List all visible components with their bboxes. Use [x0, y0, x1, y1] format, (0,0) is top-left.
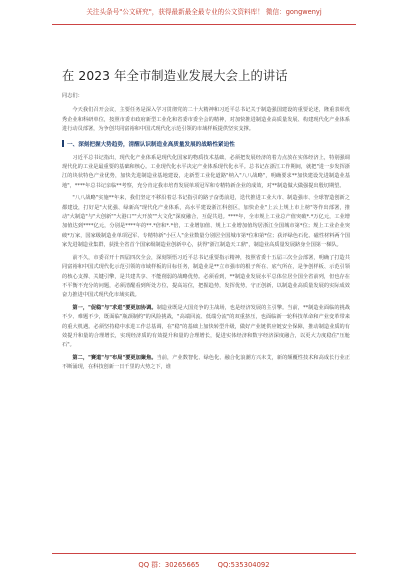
qq-group: QQ 群：30265665 [138, 561, 200, 569]
point-paragraph [62, 304, 350, 351]
document-body [62, 92, 350, 373]
paragraph: "八八战略"实施**年来，我们坚定不移沿着总书记指引的路子奋勇前进，迭代推进工业大市、制造强市、全球智造创新之都建设，打好是"大优强、绿新高"现代化产业体系，高水平建设浙江科创区，加快企业"上云上规上市上榜"等作出部署，推动"大制造"与"大创新""大港口""大开放""大文化"深度融合，互促共进。****年，全市规上工业总产值突破*.*万亿元，工业增加值达到****亿元，分别是****年的**.*倍和*.*倍，工业增加值、规上工业增加值均居浙江全国城市第*位；规上工业企业突破*万家，国家级制造业单项冠军、专精特新"小巨人"企业数量分别居全国城市第*位和第*位；获评绿色石化、磁性材料两个国家先进制造业集群，获批全省首个国家级制造业创新中心，获得"浙江制造天工鼎"，制造业高质量发展跻身全国第一梯队。 [62, 195, 350, 249]
paragraph: 前不久，市委召开十四届四次全会，深刻领悟习近平总书记重要指示精神，按照省委十五届三次全会部署，明确了打造共同富裕和中国式现代化示范引领的市域样板的目标任务，制造业是**立市强市的根子所在、底气所在，是争创样板、示范引领的核心支撑、关键引擎，是共建共享、不能削弱的战略优势。必须看到，**制造业发展水平总体位居全国全省前列，但也存在不平衡不充分的问题，必须清醒看到所处方位，提高站位，把握趋势，发挥优势，守正创新，以制造业高质量发展的实际成效奋力推进中国式现代化市域实践。 [62, 254, 350, 299]
paragraph: 习近平总书记指出，现代化产业体系是现代化国家的物质技术基础，必须把发展经济的着力点放在实体经济上，特别强调现代化的工业是最重要的基础和核心。工业现代化水平决定产业体系现代化水平。总书记在浙江工作期间，就把"进一步发挥浙江的块状特色产业优势，加快先进制造业基地建设，走新型工业化道路"纳入"八八战略"，明确要求**加快建设先进制造业基地"，****年总书记亲临**考察，充分肯定我市培育发展单项冠军和专精特新企业的成效，对**制造做大做强提出殷切期望。 [62, 154, 350, 189]
point-text: 当前，产业数智化、绿色化、融合化浪潮方兴未艾，新的颠覆性技术和高成长行业正不断涌现，在科技创新一日千里的大势之下，谁 [62, 354, 350, 371]
page-title: 在 2023 年全市制造业发展大会上的讲话 [62, 69, 288, 83]
bottom-divider [52, 553, 356, 554]
qq-number: QQ:535304092 [217, 561, 270, 569]
point-label: 第一，"促稳"与"求进"要更加协调。 [72, 304, 157, 311]
point-paragraph [62, 354, 350, 373]
point-label: 第二，"赛道"与"布局"要更加聚焦。 [72, 354, 157, 361]
top-divider [52, 24, 356, 25]
point-text: 制造业既是大国竞争的主战场，也是经济发展的主引擎。当前，**制造业面临的挑战不少、难题不少，既面临"瓶颈制约"的风险挑战，"高端回流、低端分流"的双重挤压，也面临新一轮科技革命和产业变革带来的重大机遇。必须坚持稳中求进工作总基调，在"稳"的基础上加快转型升级，做好产业链供应链安全保障，推动制造业质的有效提升和量的合理增长，实现经济质的有效提升和量的合理增长，促进实体经济和数字经济深度融合，以更大力度稳住"压舱石"。 [62, 304, 350, 349]
heading-bar-icon [62, 140, 64, 147]
section-heading-text: 一、深刻把握大势趋势，清醒认识制造业高质量发展的战略性紧迫性 [67, 141, 235, 148]
top-banner: 关注头条号"公文研究"，获得最新最全最专业的公文资料库！ 微信：gongwenyj [86, 8, 322, 16]
salutation: 同志们： [62, 93, 83, 99]
footer-contact [0, 559, 408, 569]
paragraph: 今天我们召开会议，主要任务是深入学习贯彻党的二十大精神和习近平总书记关于制造强国建设的重要论述，隆重表彰优秀企业和科研单位，按照市委市政府新型工业化和省委市委全会的精神，对加快推进制造业高质量发展、构建现代化产业体系进行动员部署，为争创共同富裕和中国式现代化示范引领的市域样板提供坚实支撑。 [62, 107, 350, 133]
section-heading [62, 140, 350, 150]
